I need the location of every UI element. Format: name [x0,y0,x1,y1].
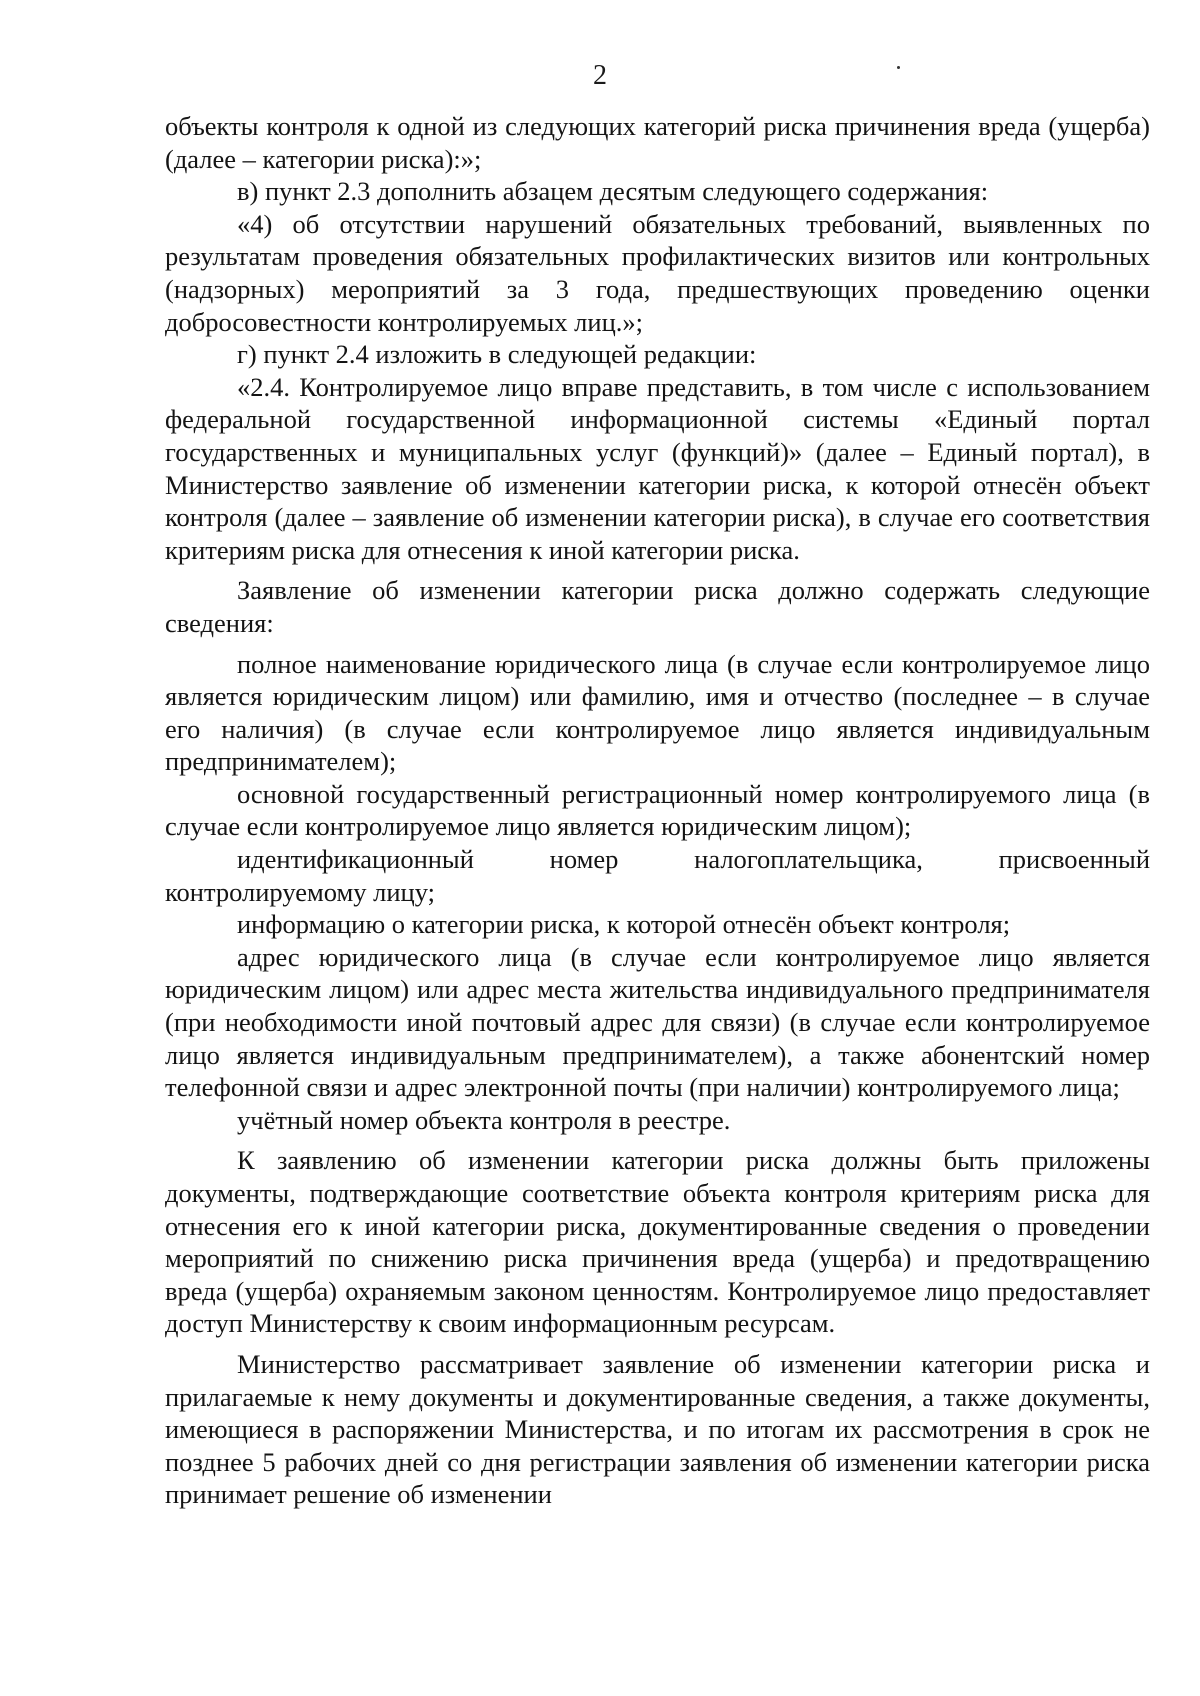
paragraph: К заявлению об изменении категории риска должны быть приложены документы, подтверждающие соответствие объекта контроля критериям риска для отнесения его к иной категории риска, документированные сведения о проведении мероприятий по снижению риска причинения вреда (ущерба) и предотвращению вреда (ущерба) охраняемым законом ценностям. Контролируемое лицо предоставляет доступ Министерству к своим информационным ресурсам. [165,1145,1150,1339]
paragraph: учётный номер объекта контроля в реестре. [237,1104,731,1135]
paragraph: полное наименование юридического лица (в случае если контролируемое лицо является юридическим лицом) или фамилию, имя и отчество (последнее – в случае его наличия) (в случае если контролируемое лицо является индивидуальным предпринимателем); [165,648,1150,777]
paragraph: в) пункт 2.3 дополнить абзацем десятым следующего содержания: [237,176,989,207]
paragraph: объекты контроля к одной из следующих категорий риска причинения вреда (ущерба) (далее – категории риска):»; [165,111,1150,174]
paragraph: г) пункт 2.4 изложить в следующей редакции: [237,339,757,370]
paragraph: «4) об отсутствии нарушений обязательных требований, выявленных по результатам проведения обязательных профилактических визитов или контрольных (надзорных) мероприятий за 3 года, предшествующих проведению оценки добросовестности контролируемых лиц.»; [165,208,1150,337]
paragraph: информацию о категории риска, к которой отнесён объект контроля; [237,909,1011,940]
document-body [165,110,1150,1511]
paragraph: Министерство рассматривает заявление об изменении категории риска и прилагаемые к нему документы и документированные сведения, а также документы, имеющиеся в распоряжении Министерства, и по итогам их рассмотрения в срок не позднее 5 рабочих дней со дня регистрации заявления об изменении категории риска принимает решение об изменении [165,1348,1150,1510]
scan-speck [897,66,900,69]
paragraph: «2.4. Контролируемое лицо вправе представить, в том числе с использованием федеральной государственной информационной системы «Единый портал государственных и муниципальных услуг (функций)» (далее – Единый портал), в Министерство заявление об изменении категории риска, к которой отнесён объект контроля (далее – заявление об изменении категории риска), в случае его соответствия критериям риска для отнесения к иной категории риска. [165,371,1150,565]
paragraph: Заявление об изменении категории риска должно содержать следующие сведения: [165,575,1150,638]
page-number: 2 [593,60,607,91]
paragraph: основной государственный регистрационный номер контролируемого лица (в случае если контролируемое лицо является юридическим лицом); [165,778,1150,842]
paragraph: идентификационный номер налогоплательщика, присвоенный контролируемому лицу; [165,844,1150,907]
paragraph: адрес юридического лица (в случае если контролируемое лицо является юридическим лицом) или адрес места жительства индивидуального предпринимателя (при необходимости иной почтовый адрес для связи) (в случае если контролируемое лицо является индивидуальным предпринимателем), а также абонентский номер телефонной связи и адрес электронной почты (при наличии) контролируемого лица; [165,941,1150,1103]
